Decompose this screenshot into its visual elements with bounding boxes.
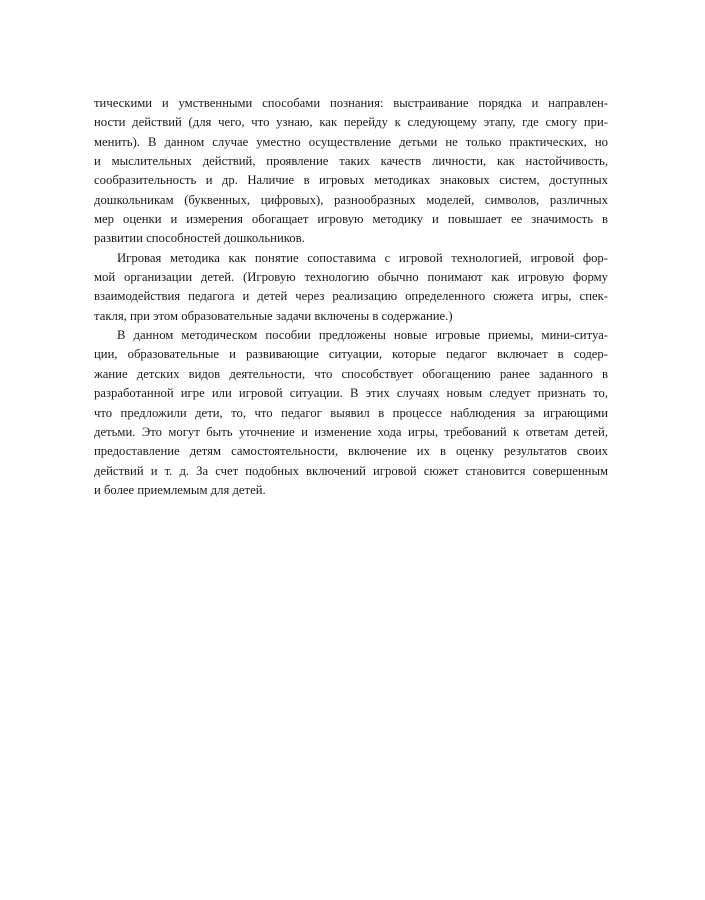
- paragraph-1: [94, 94, 608, 249]
- paragraph-line: ции, образовательные и развивающие ситуации, которые педагог включает в содер-: [94, 347, 608, 362]
- paragraph-line: дошкольникам (буквенных, цифровых), разнообразных моделей, символов, различных: [94, 192, 608, 207]
- paragraph-line: развитии способностей дошкольников.: [94, 231, 305, 246]
- paragraph-line: что предложили дети, то, что педагог выявил в процессе наблюдения за играющими: [94, 405, 608, 420]
- paragraph-line: тическими и умственными способами познания: выстраивание порядка и направлен-: [94, 96, 608, 110]
- paragraph-line: и мыслительных действий, проявление таких качеств личности, как настойчивость,: [94, 154, 608, 169]
- paragraph-line: и более приемлемым для детей.: [94, 482, 266, 497]
- paragraph-line: разработанной игре или игровой ситуации. В этих случаях новым следует признать то,: [94, 386, 608, 401]
- paragraph-line: предоставление детям самостоятельности, включение их в оценку результатов своих: [94, 444, 608, 459]
- paragraph-line: детьми. Это могут быть уточнение и изменение хода игры, требований к ответам детей,: [94, 424, 608, 439]
- paragraph-line: такля, при этом образовательные задачи включены в содержание.): [94, 308, 453, 323]
- paragraph-line: мер оценки и измерения обогащает игровую методику и повышает ее значимость в: [94, 212, 608, 227]
- paragraph-line: действий и т. д. За счет подобных включений игровой сюжет становится совершенным: [94, 463, 608, 478]
- paragraph-line: ности действий (для чего, что узнаю, как перейду к следующему этапу, где смогу при-: [94, 115, 608, 130]
- paragraph-line: менить). В данном случае уместно осуществление детьми не только практических, но: [94, 134, 608, 149]
- paragraph-3: [94, 326, 608, 500]
- paragraph-line: мой организации детей. (Игровую технологию обычно понимают как игровую форму: [94, 270, 608, 285]
- paragraph-line: взаимодействия педагога и детей через реализацию определенного сюжета игры, спек-: [94, 289, 608, 304]
- document-body: [94, 94, 608, 500]
- paragraph-line: жание детских видов деятельности, что способствует обогащению ранее заданного в: [94, 366, 608, 381]
- paragraph-line: сообразительность и др. Наличие в игровых методиках знаковых систем, доступных: [94, 173, 608, 188]
- paragraph-line: Игровая методика как понятие сопоставима с игровой технологией, игровой фор-: [117, 250, 608, 265]
- paragraph-line: В данном методическом пособии предложены новые игровые приемы, мини-ситуа-: [117, 328, 608, 343]
- paragraph-2: [94, 249, 608, 326]
